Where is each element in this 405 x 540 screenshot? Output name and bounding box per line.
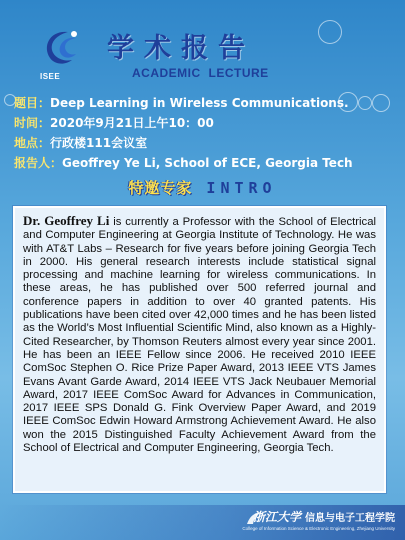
isee-logo-icon [38,26,86,74]
place-line [14,133,394,153]
place-label: 地点： [14,136,51,150]
school-name-cn: 信息与电子工程学院 [305,513,395,524]
school-logo [242,508,395,531]
bio-text: is currently a Professor with the School of Electrical and Computer Engineering at Georgia Institute of Technology. He was with AT&T Labs – Research for five years before joining Georgia Tech in 2000. His general research interests include statistical signal processing and machine learning for wireless communications. In these areas, he has published over 500 referred journal and conference papers in addition to over 40 granted patents. His publications have been cited over 42,000 times and he has been listed as the World’s Most Influential Scientific Mind, also known as a Highly-Cited Researcher, by Thomson Reuters almost every year since 2001. He has been an IEEE Fellow since 2006. He received 2010 IEEE ComSoc Stephen O. Rice Prize Paper Award, 2013 IEEE VTS James Evans Avant Garde Award, 2014 IEEE VTS Jack Neubauer Memorial Award, 2017 IEEE ComSoc Award for Advances in Communication, 2017 IEEE SPS Donald G. Fink Overview Paper Award, and 2019 IEEE ComSoc Edwin Howard Armstrong Achievement Award. He also won the 2015 Distinguished Faculty Achievement Award from the School of Electrical and Computer Engineering, Georgia Tech. [23,216,377,455]
time-value: 2020年9月21日上午10：00 [50,116,214,130]
intro-heading [0,177,405,198]
time-line [14,113,394,133]
lecture-info [14,93,394,173]
speaker-value: Geoffrey Ye Li, School of ECE, Georgia Tech [62,156,353,170]
school-name-en: College of Information Science & Electronic Engineering, Zhejiang University [242,526,395,531]
page-subtitle: ACADEMIC LECTURE [132,66,269,80]
intro-label-cn: 特邀专家 [128,179,193,197]
time-label: 时间： [14,116,51,130]
intro-label-en: INTRO [206,178,277,197]
speaker-name: Dr. Geoffrey Li [23,213,110,228]
school-name [242,508,395,525]
topic-line [14,93,394,113]
speaker-label: 报告人： [14,156,63,170]
header [0,0,405,90]
speaker-line [14,153,394,173]
speaker-bio-box [13,206,386,493]
footer [0,505,405,540]
page-title: 学术报告 [107,33,255,64]
topic-label: 题目： [14,96,51,110]
speaker-bio [23,214,376,455]
logo-text: ISEE [40,72,61,81]
place-value: 行政楼111会议室 [50,136,148,150]
university-name: 浙江大学 [252,510,301,524]
topic-value: Deep Learning in Wireless Communications. [50,96,349,110]
